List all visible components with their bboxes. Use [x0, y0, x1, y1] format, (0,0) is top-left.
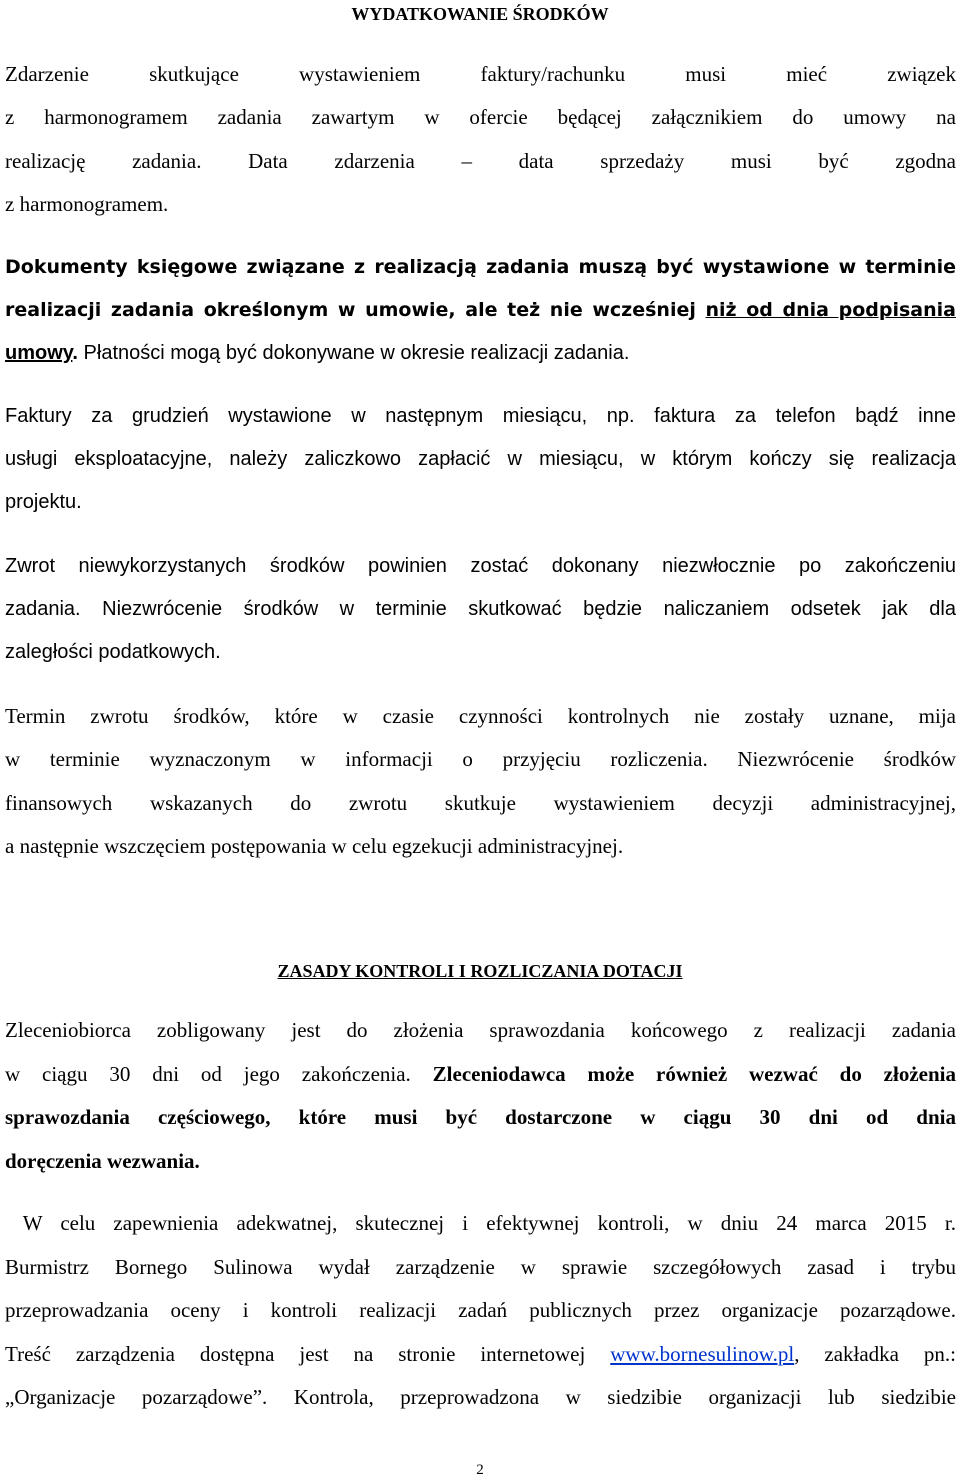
paragraph-line: projektu.: [5, 491, 82, 513]
paragraph-line: Zdarzenie skutkujące wystawieniem faktury/rachunku musi mieć związek: [5, 62, 956, 86]
text-run: Płatności mogą być dokonywane w okresie realizacji zadania.: [77, 342, 630, 364]
underlined-text: niż od dnia podpisania: [705, 299, 956, 321]
text-run: realizacji zadania określonym w umowie, ale też nie wcześniej: [5, 299, 706, 321]
paragraph-line: [5, 342, 956, 365]
paragraph-line: finansowych wskazanych do zwrotu skutkuje wystawieniem decyzji administracyjnej,: [5, 791, 956, 815]
paragraph-line: doręczenia wezwania.: [5, 1149, 200, 1173]
paragraph-line: Termin zwrotu środków, które w czasie czynności kontrolnych nie zostały uznane, mija: [5, 704, 956, 728]
paragraph-line: Zwrot niewykorzystanych środków powinien zostać dokonany niezwłocznie po zakończeniu: [5, 555, 956, 577]
section-heading-wydatkowanie: WYDATKOWANIE ŚRODKÓW: [351, 4, 609, 24]
paragraph-line: Burmistrz Bornego Sulinowa wydał zarządzenie w sprawie szczegółowych zasad i trybu: [5, 1255, 956, 1279]
paragraph-line: W celu zapewnienia adekwatnej, skutecznej i efektywnej kontroli, w dniu 24 marca 2015 r.: [5, 1211, 956, 1235]
text-run: , zakładka pn.:: [794, 1342, 957, 1366]
website-link[interactable]: www.bornesulinow.pl: [610, 1342, 795, 1366]
text-run: w ciągu 30 dni od jego zakończenia.: [5, 1062, 433, 1086]
paragraph-line: Dokumenty księgowe związane z realizacją zadania muszą być wystawione w terminie: [5, 256, 956, 278]
paragraph-line: zadania. Niezwrócenie środków w terminie skutkować będzie naliczaniem odsetek jak dla: [5, 598, 956, 620]
paragraph-line: przeprowadzania oceny i kontroli realizacji zadań publicznych przez organizacje pozarządowe.: [5, 1298, 956, 1322]
text-run: Treść zarządzenia dostępna jest na stronie internetowej: [5, 1342, 611, 1366]
paragraph-line: [5, 1062, 956, 1087]
paragraph-line: Faktury za grudzień wystawione w następnym miesiącu, np. faktura za telefon bądź inne: [5, 405, 956, 427]
paragraph-line: Zleceniobiorca zobligowany jest do złożenia sprawozdania końcowego z realizacji zadania: [5, 1018, 956, 1042]
paragraph-line: [5, 1342, 956, 1367]
paragraph-line: usługi eksploatacyjne, należy zaliczkowo zapłacić w miesiącu, w którym kończy się realizacja: [5, 448, 956, 470]
paragraph-line: w terminie wyznaczonym w informacji o przyjęciu rozliczenia. Niezwrócenie środków: [5, 747, 956, 771]
paragraph-line: a następnie wszczęciem postępowania w celu egzekucji administracyjnej.: [5, 834, 624, 858]
paragraph-line: „Organizacje pozarządowe”. Kontrola, przeprowadzona w siedzibie organizacji lub siedzibie: [5, 1385, 956, 1409]
underlined-text: umowy: [5, 342, 73, 364]
paragraph-line: realizację zadania. Data zdarzenia – data sprzedaży musi być zgodna: [5, 149, 956, 173]
paragraph-line: [5, 299, 956, 321]
paragraph-line: z harmonogramem zadania zawartym w ofercie będącej załącznikiem do umowy na: [5, 105, 956, 129]
paragraph-line: sprawozdania częściowego, które musi być dostarczone w ciągu 30 dni od dnia: [5, 1105, 956, 1129]
section-heading-zasady-kontroli: ZASADY KONTROLI I ROZLICZANIA DOTACJI: [277, 961, 683, 981]
page-number: 2: [476, 1462, 484, 1478]
bold-text: Zleceniodawca może również wezwać do złożenia: [432, 1062, 956, 1086]
text-run: .: [72, 342, 78, 364]
paragraph-line: z harmonogramem.: [5, 192, 169, 216]
paragraph-line: zaległości podatkowych.: [5, 641, 221, 663]
